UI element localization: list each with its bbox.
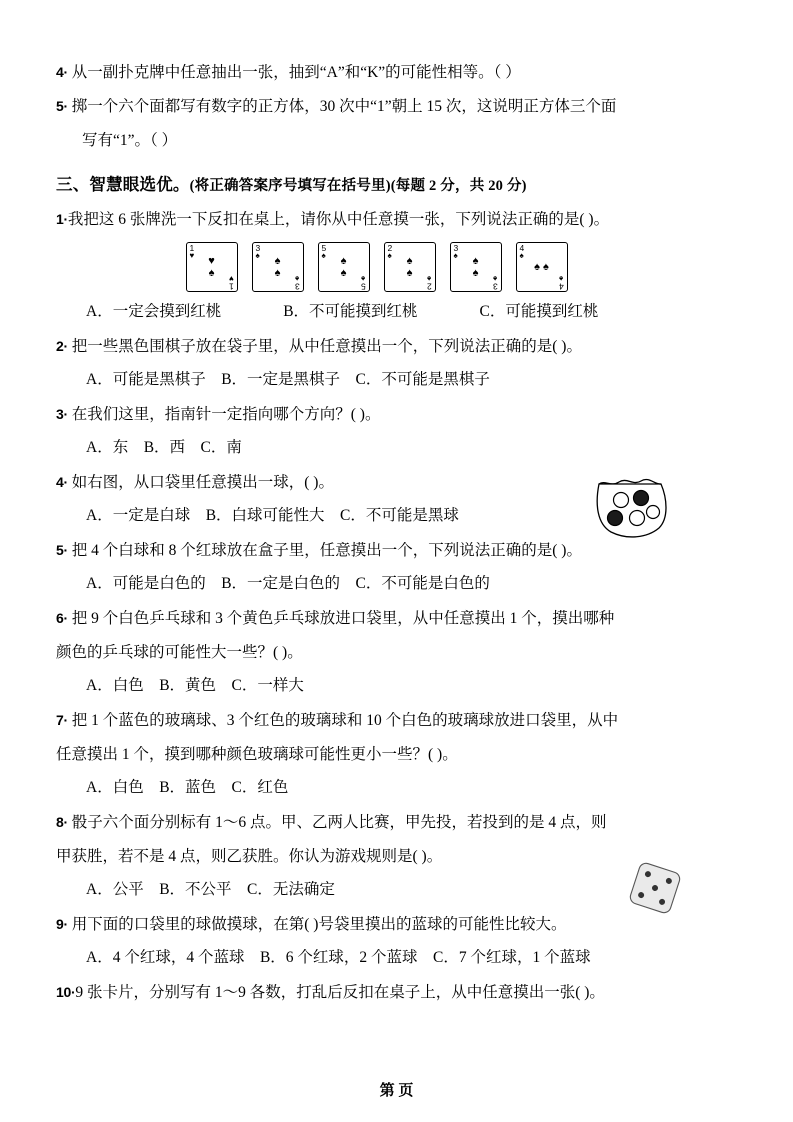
question-4: 4· 如右图，从口袋里任意摸出一球，( )。 <box>56 474 334 492</box>
dice-figure <box>622 855 688 921</box>
question-text: 骰子六个面分别标有 1～6 点。甲、乙两人比赛，甲先投，若投到的是 4 点，则 <box>71 813 607 831</box>
question-text: 9 张卡片，分别写有 1～9 各数，打乱后反扣在桌子上，从中任意摸出一张( )。 <box>75 983 605 1001</box>
section-label: 三、智慧眼选优。 <box>56 175 190 195</box>
question-5-options: A．可能是白色的 B．一定是白色的 C．不可能是白色的 <box>86 575 490 593</box>
question-3-options: A．东 B．西 C．南 <box>86 439 242 457</box>
question-text: 把 1 个蓝色的玻璃球、3 个红色的玻璃球和 10 个白色的玻璃球放进口袋里，从中 <box>71 711 619 729</box>
question-number: 5 <box>56 98 64 115</box>
card-rank: 4 <box>558 281 564 292</box>
card-pips: ♠ ♠ <box>274 254 281 279</box>
question-number: 4 <box>56 64 64 80</box>
card-suit-icon: ♠ <box>453 251 458 261</box>
question-text: 从一副扑克牌中任意抽出一张，抽到“A”和“K”的可能性相等。（ ） <box>71 64 521 81</box>
playing-card <box>186 242 238 292</box>
page-footer: 第 页 <box>379 1083 414 1099</box>
card-suit-icon: ♠ <box>559 274 564 284</box>
card-pips: ♠ ♠ <box>472 254 479 279</box>
question-text-cont: 写有“1”。（ ） <box>82 132 178 150</box>
question-text: 在我们这里，指南针一定指向哪个方向？( )。 <box>71 406 381 424</box>
card-suit-icon: ♠ <box>321 251 326 261</box>
question-number: 2 <box>56 338 64 355</box>
question-1-options: A．一定会摸到红桃 B．不可能摸到红桃 C．可能摸到红桃 <box>86 303 599 321</box>
question-text: 用下面的口袋里的球做摸球，在第( )号袋里摸出的蓝球的可能性比较大。 <box>71 915 567 933</box>
card-pips: ♥ ♠ <box>208 254 215 279</box>
card-suit-icon: ♠ <box>255 251 260 261</box>
question-number: 10 <box>56 983 71 1000</box>
question-number: 1 <box>56 211 64 228</box>
question-9: 9· 用下面的口袋里的球做摸球，在第( )号袋里摸出的蓝球的可能性比较大。 <box>56 915 567 933</box>
question-4-options: A．一定是白球 B．白球可能性大 C．不可能是黑球 <box>86 507 459 525</box>
question-3: 3· 在我们这里，指南针一定指向哪个方向？( )。 <box>56 406 381 424</box>
question-2-options: A．可能是黑棋子 B．一定是黑棋子 C．不可能是黑棋子 <box>86 371 490 389</box>
card-suit-icon: ♠ <box>493 274 498 284</box>
question-10: 10·9 张卡片，分别写有 1～9 各数，打乱后反扣在桌子上，从中任意摸出一张( )。 <box>56 983 605 1001</box>
question-9-options: A．4 个红球，4 个蓝球 B．6 个红球，2 个蓝球 C．7 个红球，1 个蓝球 <box>86 949 591 967</box>
playing-card <box>450 242 502 292</box>
card-rank: 3 <box>492 281 498 292</box>
card-rank: 2 <box>426 281 432 292</box>
card-suit-icon: ♥ <box>228 274 234 284</box>
question-number: 9 <box>56 915 64 932</box>
card-suit-icon: ♠ <box>361 274 366 284</box>
question-1: 1·我把这 6 张牌洗一下反扣在桌上，请你从中任意摸一张，下列说法正确的是( )。 <box>56 211 610 229</box>
question-number: 7 <box>56 711 64 728</box>
question-number: 4 <box>56 474 64 491</box>
question-6-cont: 颜色的乒乓球的可能性大一些？( )。 <box>56 643 303 661</box>
question-8-options: A．公平 B．不公平 C．无法确定 <box>86 881 335 899</box>
section-note: (将正确答案序号填写在括号里) <box>189 178 391 195</box>
question-text: 把一些黑色围棋子放在袋子里，从中任意摸出一个，下列说法正确的是( )。 <box>71 338 582 356</box>
card-rank: 2 <box>387 243 393 254</box>
question-7-cont: 任意摸出 1 个，摸到哪种颜色玻璃球可能性更小一些？( )。 <box>56 745 458 763</box>
ball-bag-figure <box>589 470 673 540</box>
card-rank: 5 <box>360 281 366 292</box>
card-suit-icon: ♠ <box>519 251 524 261</box>
playing-card <box>516 242 568 292</box>
card-rank: 4 <box>519 243 525 254</box>
question-number: 5 <box>56 541 64 558</box>
card-pips: ♠ ♠ <box>534 260 549 273</box>
card-suit-icon: ♠ <box>295 274 300 284</box>
card-rank: 3 <box>453 243 459 254</box>
question-top-5-cont <box>56 128 737 153</box>
question-6: 6· 把 9 个白色乒乓球和 3 个黄色乒乓球放进口袋里，从中任意摸出 1 个，摸出哪种 <box>56 609 615 627</box>
playing-card <box>252 242 304 292</box>
question-text: 我把这 6 张牌洗一下反扣在桌上，请你从中任意摸一张，下列说法正确的是( )。 <box>67 211 610 229</box>
card-suit-icon: ♠ <box>387 251 392 261</box>
question-text: 把 9 个白色乒乓球和 3 个黄色乒乓球放进口袋里，从中任意摸出 1 个，摸出哪种 <box>71 609 615 627</box>
question-8-cont: 甲获胜，若不是 4 点，则乙获胜。你认为游戏规则是( )。 <box>56 848 443 865</box>
question-8: 8· 骰子六个面分别标有 1～6 点。甲、乙两人比赛，甲先投，若投到的是 4 点，则 <box>56 813 607 831</box>
card-suit-icon: ♥ <box>189 251 195 261</box>
playing-card <box>384 242 436 292</box>
question-text: 如右图，从口袋里任意摸出一球，( )。 <box>71 474 334 492</box>
card-rank: 3 <box>294 281 300 292</box>
question-text: 把 4 个白球和 8 个红球放在盒子里，任意摸出一个，下列说法正确的是( )。 <box>71 541 582 559</box>
question-top-5: 5· 掷一个六个面都写有数字的正方体，30 次中“1”朝上 15 次，这说明正方体三个面 <box>56 98 617 116</box>
playing-card <box>318 242 370 292</box>
section-score: (每题 2 分，共 20 分) <box>390 178 527 195</box>
question-number: 6 <box>56 609 64 626</box>
section-heading <box>56 171 737 195</box>
card-suit-icon: ♠ <box>427 274 432 284</box>
card-rank: 5 <box>321 243 327 254</box>
question-2: 2· 把一些黑色围棋子放在袋子里，从中任意摸出一个，下列说法正确的是( )。 <box>56 338 582 356</box>
playing-cards-figure <box>56 242 737 292</box>
card-rank: 3 <box>255 243 261 254</box>
card-pips: ♠ ♠ <box>406 254 413 279</box>
card-rank: 1 <box>228 281 234 292</box>
card-rank: 1 <box>189 243 195 254</box>
question-number: 3 <box>56 406 64 423</box>
question-7: 7· 把 1 个蓝色的玻璃球、3 个红色的玻璃球和 10 个白色的玻璃球放进口袋里，从中 <box>56 711 619 729</box>
question-top-4: 4· 从一副扑克牌中任意抽出一张，抽到“A”和“K”的可能性相等。（ ） <box>56 64 521 81</box>
question-number: 8 <box>56 813 64 830</box>
question-6-options: A．白色 B．黄色 C．一样大 <box>86 677 304 695</box>
card-pips: ♠ ♠ <box>340 254 347 279</box>
question-7-options: A．白色 B．蓝色 C．红色 <box>86 779 289 797</box>
question-text: 掷一个六个面都写有数字的正方体，30 次中“1”朝上 15 次，这说明正方体三个面 <box>71 98 617 116</box>
question-5: 5· 把 4 个白球和 8 个红球放在盒子里，任意摸出一个，下列说法正确的是( )。 <box>56 541 582 559</box>
